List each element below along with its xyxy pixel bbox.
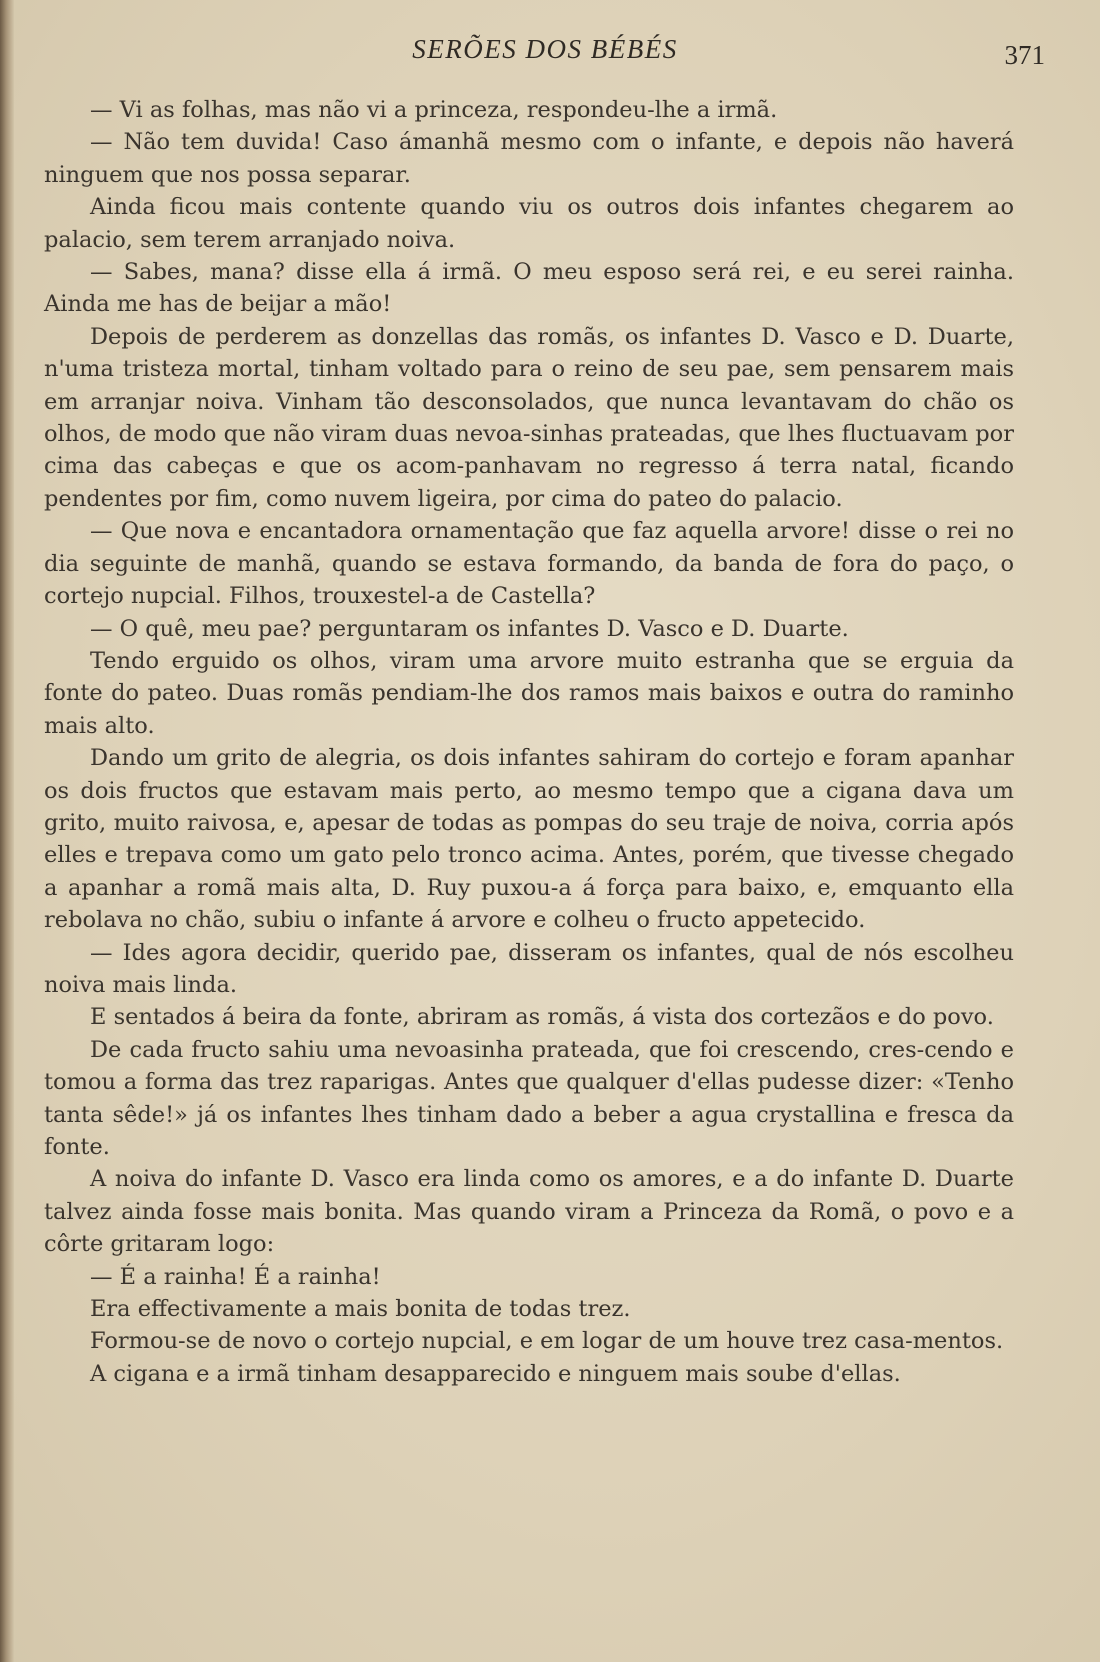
paragraph: — Não tem duvida! Caso ámanhã mesmo com o infante, e depois não haverá ninguem que nos possa separar. (44, 129, 1014, 188)
page-number: 371 (1004, 40, 1045, 70)
paragraph: Tendo erguido os olhos, viram uma arvore muito estranha que se erguia da fonte do pateo. Duas romãs pendiam-lhe dos ramos mais baixos e outra do raminho mais alto. (44, 647, 1014, 739)
paragraph: A noiva do infante D. Vasco era linda como os amores, e a do infante D. Duarte talvez ainda fosse mais bonita. Mas quando viram a Princeza da Romã, o povo e a côrte gritaram logo: (44, 1166, 1014, 1258)
running-head-title: SERÕES DOS BÉBÉS (412, 34, 678, 64)
paragraph: — Sabes, mana? disse ella á irmã. O meu esposo será rei, e eu serei rainha. Ainda me has de beijar a mão! (44, 259, 1014, 318)
paragraph: E sentados á beira da fonte, abriram as romãs, á vista dos cortezãos e do povo. (90, 1004, 994, 1031)
paragraph: — Vi as folhas, mas não vi a princeza, respondeu-lhe a irmã. (90, 97, 778, 123)
page-binding-edge (0, 0, 14, 1662)
paragraph: Depois de perderem as donzellas das romãs, os infantes D. Vasco e D. Duarte, n'uma tristeza mortal, tinham voltado para o reino de seu pae, sem pensarem mais em arranjar noiva. Vinham tão desconsolados, que nunca levantavam do chão os olhos, de modo que não viram duas nevoa-sinhas prateadas, que lhes fluctuavam por cima das cabeças e que os acom-panhavam no regresso á terra natal, ficando pendentes por fim, como nuvem ligeira, por cima do pateo do palacio. (44, 323, 1014, 512)
paragraph: Formou-se de novo o cortejo nupcial, e em logar de um houve trez casa-mentos. (90, 1328, 1004, 1355)
paragraph: A cigana e a irmã tinham desapparecido e ninguem mais soube d'ellas. (90, 1360, 901, 1387)
paragraph: Era effectivamente a mais bonita de todas trez. (90, 1296, 631, 1323)
paragraph: De cada fructo sahiu uma nevoasinha prateada, que foi crescendo, cres-cendo e tomou a forma das trez raparigas. Antes que qualquer d'ellas pudesse dizer: «Tenho tanta sêde!» já os infantes lhes tinham dado a beber a agua crystallina e fresca da fonte. (44, 1036, 1014, 1160)
paragraph: — O quê, meu pae? perguntaram os infantes D. Vasco e D. Duarte. (90, 615, 849, 642)
paragraph: — Ides agora decidir, querido pae, disseram os infantes, qual de nós escolheu noiva mais linda. (44, 939, 1014, 998)
body-text (44, 94, 1014, 1390)
paragraph: — É a rainha! É a rainha! (90, 1263, 381, 1290)
paragraph: Ainda ficou mais contente quando viu os outros dois infantes chegarem ao palacio, sem terem arranjado noiva. (44, 194, 1014, 253)
paragraph: — Que nova e encantadora ornamentação que faz aquella arvore! disse o rei no dia seguinte de manhã, quando se estava formando, da banda de fora do paço, o cortejo nupcial. Filhos, trouxestel-a de Castella? (44, 518, 1014, 610)
running-head (40, 34, 1070, 74)
paragraph: Dando um grito de alegria, os dois infantes sahiram do cortejo e foram apanhar os dois fructos que estavam mais perto, ao mesmo tempo que a cigana dava um grito, muito raivosa, e, apesar de todas as pompas do seu traje de noiva, corria após elles e trepava como um gato pelo tronco acima. Antes, porém, que tivesse chegado a apanhar a romã mais alta, D. Ruy puxou-a á força para baixo, e, emquanto ella rebolava no chão, subiu o infante á arvore e colheu o fructo appetecido. (44, 745, 1014, 934)
